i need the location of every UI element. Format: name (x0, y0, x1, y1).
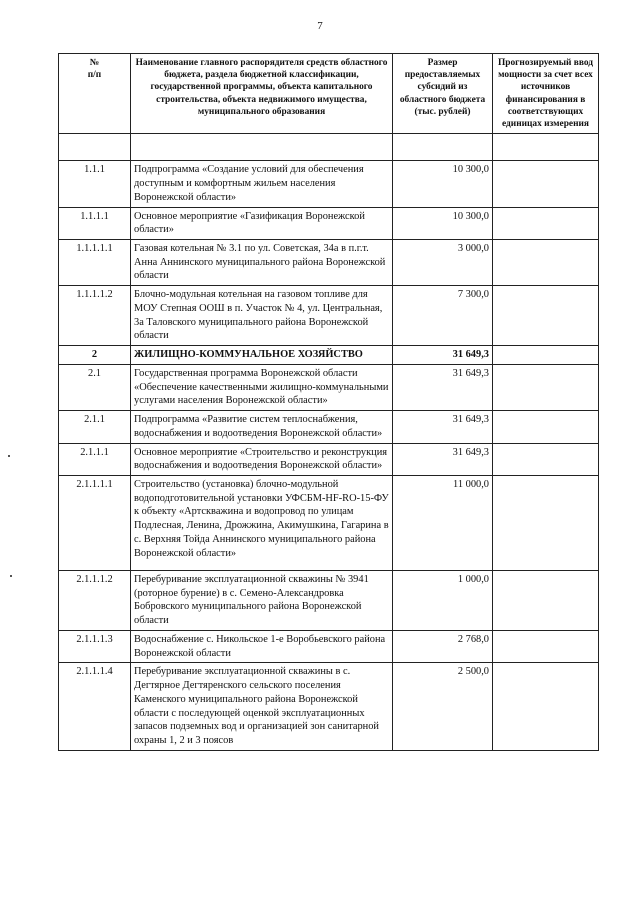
table-row-section (59, 346, 599, 365)
table-header-row (59, 54, 599, 134)
row-capacity (493, 346, 599, 365)
row-capacity (493, 161, 599, 207)
row-amount: 31 649,3 (393, 443, 493, 475)
header-amount: Размер предоставляемых субсидий из областного бюджета (тыс. рублей) (393, 54, 493, 134)
scan-speck (8, 455, 10, 457)
table-row (59, 364, 599, 410)
row-num: 2.1.1 (59, 411, 131, 443)
row-num: 2.1 (59, 364, 131, 410)
row-amount: 31 649,3 (393, 411, 493, 443)
row-amount: 3 000,0 (393, 239, 493, 285)
row-capacity (493, 443, 599, 475)
row-num: 2 (59, 346, 131, 365)
row-amount: 10 300,0 (393, 207, 493, 239)
row-capacity (493, 239, 599, 285)
row-capacity (493, 476, 599, 571)
table-row (59, 239, 599, 285)
row-amount: 1 000,0 (393, 571, 493, 631)
header-capacity: Прогнозируемый ввод мощности за счет всех источников финансирования в соответствующих единицах измерения (493, 54, 599, 134)
header-name: Наименование главного распорядителя средств областного бюджета, раздела бюджетной классификации, государственной программы, объекта капитального строительства, объекта недвижимого имущества, муниципального образования (131, 54, 393, 134)
row-capacity (493, 207, 599, 239)
table-row (59, 571, 599, 631)
spacer-cell (393, 134, 493, 161)
row-num: 1.1.1.1 (59, 207, 131, 239)
row-name: Строительство (установка) блочно-модульной водоподготовительной установки УФСБМ-HF-RO-15-ФУ к объекту «Артскважина и водопровод по улицам Подлесная, Ленина, Дрожжина, Акимушкина, Гагарина в с. Верхняя Тойда Аннинского муниципального района Воронежской области» (131, 476, 393, 571)
row-name: Водоснабжение с. Никольское 1-е Воробьевского района Воронежской области (131, 630, 393, 662)
table-row (59, 286, 599, 346)
row-name: Подпрограмма «Создание условий для обеспечения доступным и комфортным жильем населения Воронежской области» (131, 161, 393, 207)
row-num: 2.1.1.1.1 (59, 476, 131, 571)
row-num: 1.1.1.1.1 (59, 239, 131, 285)
row-amount: 31 649,3 (393, 346, 493, 365)
row-capacity (493, 571, 599, 631)
spacer-cell (131, 134, 393, 161)
header-num: № п/п (59, 54, 131, 134)
row-name: Основное мероприятие «Строительство и реконструкция водоснабжения и водоотведения Воронежской области» (131, 443, 393, 475)
subsidy-table (58, 53, 599, 751)
row-amount: 2 500,0 (393, 663, 493, 750)
row-amount: 11 000,0 (393, 476, 493, 571)
table-row (59, 663, 599, 750)
row-capacity (493, 411, 599, 443)
page-number: 7 (317, 20, 323, 32)
row-name: Блочно-модульная котельная на газовом топливе для МОУ Степная ООШ в п. Участок № 4, ул. Центральная, 3а Таловского муниципального района Воронежской области (131, 286, 393, 346)
table-row (59, 207, 599, 239)
row-capacity (493, 364, 599, 410)
row-num: 2.1.1.1.4 (59, 663, 131, 750)
table-row (59, 161, 599, 207)
spacer-cell (59, 134, 131, 161)
row-num: 1.1.1.1.2 (59, 286, 131, 346)
row-num: 2.1.1.1.3 (59, 630, 131, 662)
row-capacity (493, 630, 599, 662)
row-name: Государственная программа Воронежской области «Обеспечение качественными жилищно-коммунальными услугами населения Воронежской области» (131, 364, 393, 410)
row-num: 1.1.1 (59, 161, 131, 207)
row-capacity (493, 286, 599, 346)
table-row (59, 476, 599, 571)
table-row (59, 443, 599, 475)
scan-speck (10, 575, 12, 577)
row-name: Перебуривание эксплуатационной скважины в с. Дегтярное Дегтяренского сельского поселения Каменского муниципального района Воронежской области с последующей оценкой эксплуатационных запасов подземных вод и организацией зон санитарной охраны 1, 2 и 3 поясов (131, 663, 393, 750)
row-num: 2.1.1.1 (59, 443, 131, 475)
row-amount: 31 649,3 (393, 364, 493, 410)
row-amount: 10 300,0 (393, 161, 493, 207)
row-num: 2.1.1.1.2 (59, 571, 131, 631)
table-row (59, 630, 599, 662)
spacer-row (59, 134, 599, 161)
row-name: Основное мероприятие «Газификация Воронежской области» (131, 207, 393, 239)
row-capacity (493, 663, 599, 750)
table-row (59, 411, 599, 443)
row-name: ЖИЛИЩНО-КОММУНАЛЬНОЕ ХОЗЯЙСТВО (131, 346, 393, 365)
row-amount: 7 300,0 (393, 286, 493, 346)
row-name: Газовая котельная № 3.1 по ул. Советская, 34а в п.г.т. Анна Аннинского муниципального района Воронежской области (131, 239, 393, 285)
row-name: Подпрограмма «Развитие систем теплоснабжения, водоснабжения и водоотведения Воронежской области» (131, 411, 393, 443)
row-amount: 2 768,0 (393, 630, 493, 662)
spacer-cell (493, 134, 599, 161)
row-name: Перебуривание эксплуатационной скважины № 3941 (роторное бурение) в с. Семено-Александровка Бобровского муниципального района Воронежской области (131, 571, 393, 631)
